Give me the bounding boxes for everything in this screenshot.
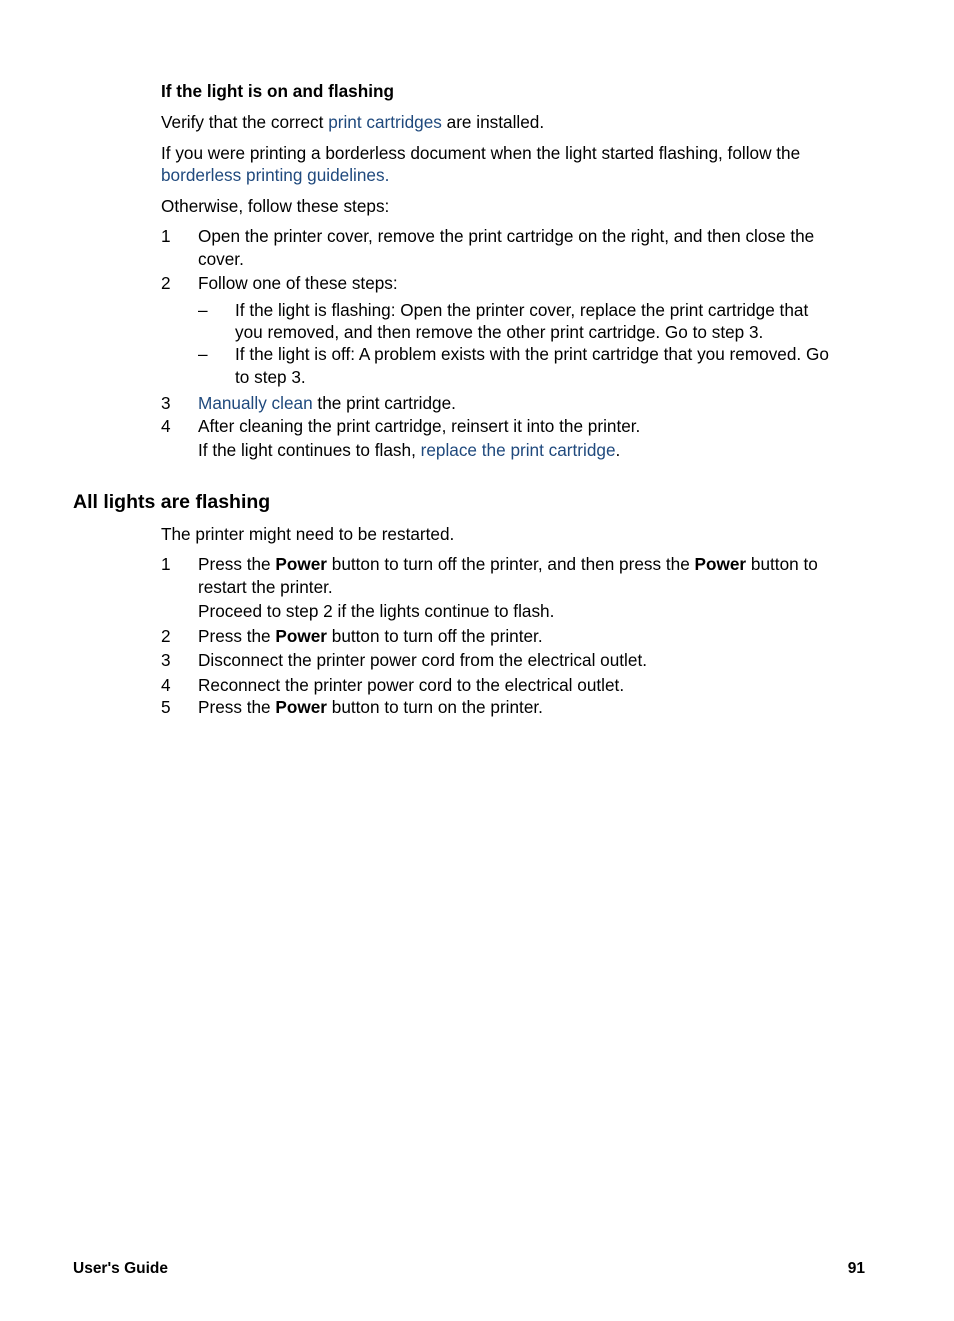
text-run: button to <box>746 554 818 574</box>
step-text <box>198 696 543 718</box>
section-heading-all-lights: All lights are flashing <box>73 491 271 513</box>
step-number: 2 <box>161 273 171 293</box>
power-label: Power <box>275 626 327 646</box>
step-text-cont: cover. <box>198 249 244 269</box>
borderless-period: . <box>384 165 390 185</box>
print-cartridges-link[interactable]: print cartridges <box>328 112 442 132</box>
sub-bullet: – <box>198 344 208 364</box>
step-text-cont: restart the printer. <box>198 577 333 597</box>
text-run: Press the <box>198 697 276 717</box>
step-text: Reconnect the printer power cord to the electrical outlet. <box>198 675 625 695</box>
power-label: Power <box>275 697 327 717</box>
note-post: . <box>615 440 621 460</box>
step-number: 5 <box>161 697 171 717</box>
step-number: 2 <box>161 626 171 646</box>
step-text <box>198 392 456 414</box>
sub-item-text-cont: to step 3. <box>235 367 306 387</box>
sub-item-text-cont: you removed, and then remove the other print cartridge. Go to step 3. <box>235 322 764 342</box>
note-pre: If the light continues to flash, <box>198 440 421 460</box>
text-run: button to turn off the printer. <box>326 626 543 646</box>
section-heading-light-flashing: If the light is on and flashing <box>161 81 394 101</box>
step-number: 4 <box>161 675 171 695</box>
step-note: Proceed to step 2 if the lights continue to flash. <box>198 601 555 621</box>
step-number: 1 <box>161 226 171 246</box>
borderless-line2 <box>161 164 389 186</box>
step-text-post: the print cartridge. <box>312 393 456 413</box>
verify-paragraph <box>161 111 544 133</box>
borderless-line1: If you were printing a borderless document when the light started flashing, follow the <box>161 143 801 163</box>
power-label: Power <box>275 554 327 574</box>
step-number: 1 <box>161 554 171 574</box>
step-number: 3 <box>161 650 171 670</box>
text-run: button to turn off the printer, and then press the <box>326 554 695 574</box>
step-number: 3 <box>161 393 171 413</box>
text-run: button to turn on the printer. <box>326 697 543 717</box>
verify-pre: Verify that the correct <box>161 112 329 132</box>
verify-post: are installed. <box>441 112 545 132</box>
page-number: 91 <box>847 1260 865 1277</box>
replace-cartridge-link[interactable]: replace the print cartridge <box>420 440 616 460</box>
step-number: 4 <box>161 416 171 436</box>
step-text <box>198 625 543 647</box>
step-text: Disconnect the printer power cord from the electrical outlet. <box>198 650 647 670</box>
otherwise-text: Otherwise, follow these steps: <box>161 196 390 216</box>
sub-bullet: – <box>198 300 208 320</box>
text-run: Press the <box>198 554 276 574</box>
borderless-guidelines-link[interactable]: borderless printing guidelines <box>161 165 385 185</box>
step-text: After cleaning the print cartridge, reinsert it into the printer. <box>198 416 641 436</box>
manually-clean-link[interactable]: Manually clean <box>198 393 313 413</box>
footer-guide-title: User's Guide <box>73 1260 168 1277</box>
step-text <box>198 553 818 575</box>
step-note <box>198 439 620 461</box>
step-text: Open the printer cover, remove the print cartridge on the right, and then close the <box>198 226 815 246</box>
text-run: Press the <box>198 626 276 646</box>
section-intro: The printer might need to be restarted. <box>161 524 455 544</box>
power-label: Power <box>694 554 747 574</box>
step-text: Follow one of these steps: <box>198 273 398 293</box>
sub-item-text: If the light is flashing: Open the printer cover, replace the print cartridge that <box>235 300 809 320</box>
sub-item-text: If the light is off: A problem exists with the print cartridge that you removed. Go <box>235 344 829 364</box>
